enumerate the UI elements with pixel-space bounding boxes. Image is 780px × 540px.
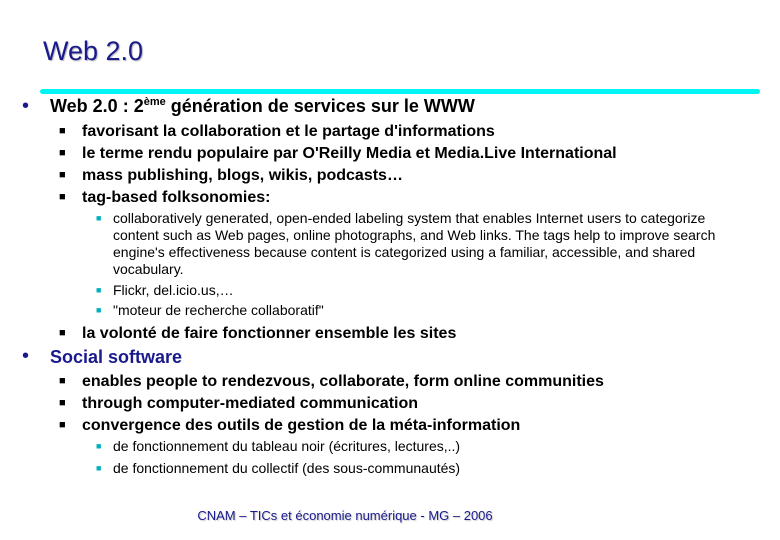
sub-list-item-text: de fonctionnement du tableau noir (écritures, lectures,..) (113, 438, 461, 454)
sub-list-item (96, 282, 746, 299)
list-item (59, 322, 456, 345)
sub-list-item-text: Flickr, del.icio.us,… (113, 282, 234, 298)
square-bullet-icon: ■ (96, 441, 102, 451)
slide-title: Web 2.0 (43, 36, 144, 66)
sub-list-item (96, 460, 746, 477)
bullet-dot-icon: • (22, 345, 30, 367)
square-bullet-icon: ■ (96, 213, 102, 223)
bullet-web20-suffix: génération de services sur le WWW (165, 96, 475, 116)
bullet-web20 (50, 96, 475, 117)
title-underline (40, 89, 760, 94)
list-item (59, 142, 617, 165)
bullet-social-software: Social software (50, 347, 183, 367)
square-bullet-icon: ■ (96, 463, 102, 473)
bullet-web20-prefix: Web 2.0 : 2 (50, 96, 144, 116)
sub-list-item-text: "moteur de recherche collaboratif" (113, 302, 324, 318)
list-item-text: favorisant la collaboration et le partage d'informations (82, 123, 495, 140)
square-bullet-icon: ■ (59, 169, 66, 181)
square-bullet-icon: ■ (59, 327, 66, 339)
list-item (59, 414, 520, 437)
list-item-text: la volonté de faire fonctionner ensemble les sites (82, 325, 457, 342)
square-bullet-icon: ■ (59, 375, 66, 387)
sub-list-item-text: collaboratively generated, open-ended labeling system that enables Internet users to categorize content such as Web pages, online photographs, and Web links. The tags help to improve search engine's effectiveness because content is categorized using a familiar, accessible, and shared vocabulary. (113, 210, 716, 277)
square-bullet-icon: ■ (59, 125, 66, 137)
list-item (59, 120, 495, 143)
list-item (59, 392, 418, 415)
square-bullet-icon: ■ (96, 305, 102, 315)
list-item-text: le terme rendu populaire par O'Reilly Media et Media.Live International (82, 145, 617, 162)
sub-list-item-text: de fonctionnement du collectif (des sous-communautés) (113, 460, 461, 476)
bullet-web20-sup: ème (143, 96, 166, 108)
sub-list-item (96, 438, 746, 455)
square-bullet-icon: ■ (59, 397, 66, 409)
slide-footer: CNAM – TICs et économie numérique - MG – 2006 (197, 508, 493, 523)
list-item-text: tag-based folksonomies: (82, 189, 271, 206)
square-bullet-icon: ■ (59, 147, 66, 159)
square-bullet-icon: ■ (59, 191, 66, 203)
square-bullet-icon: ■ (96, 285, 102, 295)
square-bullet-icon: ■ (59, 419, 66, 431)
list-item (59, 164, 403, 187)
list-item-text: enables people to rendezvous, collaborate, form online communities (82, 373, 604, 390)
list-item (59, 186, 270, 209)
sub-list-item (96, 210, 746, 278)
sub-list-item (96, 302, 746, 319)
list-item-text: mass publishing, blogs, wikis, podcasts… (82, 167, 403, 184)
list-item-text: through computer-mediated communication (82, 395, 419, 412)
list-item (59, 370, 604, 393)
list-item-text: convergence des outils de gestion de la méta-information (82, 417, 521, 434)
bullet-dot-icon: • (22, 95, 30, 117)
